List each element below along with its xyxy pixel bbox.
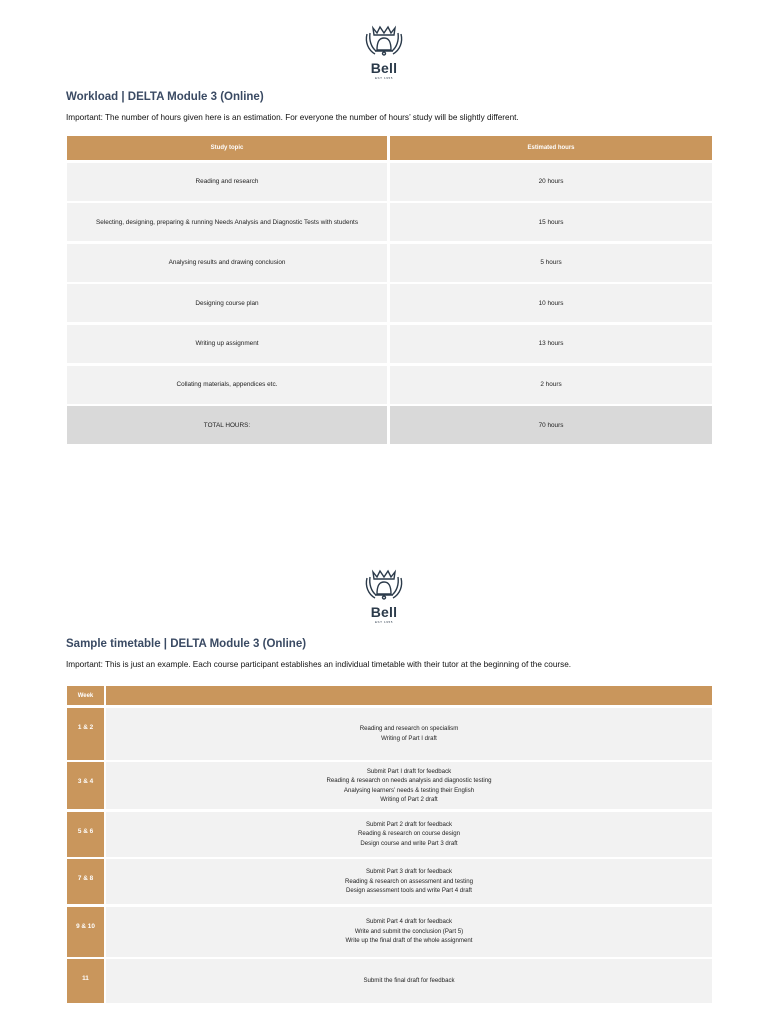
timetable-table — [67, 686, 712, 1003]
bell-crest-icon — [359, 22, 409, 62]
week-cell: 3 & 4 — [67, 762, 104, 809]
bell-crest-icon — [359, 566, 409, 606]
row-topic: Reading and research — [67, 163, 387, 201]
bell-logo — [359, 22, 409, 80]
activity-line: Write and submit the conclusion (Part 5) — [354, 927, 464, 935]
week-cell: 7 & 8 — [67, 859, 104, 904]
activity-line: Submit Part 3 draft for feedback — [365, 868, 453, 876]
activity-line: Design course and write Part 3 draft — [360, 839, 458, 847]
logo-tagline: EST 1955 — [374, 76, 394, 80]
table-row — [67, 163, 712, 201]
row-topic: Selecting, designing, preparing & running Needs Analysis and Diagnostic Tests with students — [67, 203, 387, 241]
activities-cell — [106, 907, 712, 957]
activities-cell — [106, 859, 712, 904]
week-cell: 11 — [67, 959, 104, 1003]
table-row — [67, 325, 712, 363]
activities-cell — [106, 762, 712, 809]
logo-wordmark: Bell — [370, 60, 398, 76]
week-cell: 9 & 10 — [67, 907, 104, 957]
row-hours: 2 hours — [390, 366, 712, 404]
row-hours: 15 hours — [390, 203, 712, 241]
row-hours: 20 hours — [390, 163, 712, 201]
total-hours: 70 hours — [390, 406, 712, 444]
workload-table-header — [67, 136, 712, 160]
timetable-header — [67, 686, 712, 705]
activity-line: Writing of Part I draft — [381, 734, 437, 742]
table-row — [67, 907, 712, 957]
table-row — [67, 859, 712, 904]
week-cell: 5 & 6 — [67, 812, 104, 857]
table-row — [67, 959, 712, 1003]
row-hours: 5 hours — [390, 244, 712, 282]
table-row — [67, 284, 712, 322]
activity-line: Writing of Part 2 draft — [380, 795, 438, 803]
activity-line: Reading & research on assessment and testing — [344, 877, 474, 885]
total-row — [67, 406, 712, 444]
table-row — [67, 366, 712, 404]
header-content — [106, 686, 712, 705]
activity-line: Analysing learners’ needs & testing their English — [343, 786, 475, 794]
activity-line: Submit the final draft for feedback — [363, 977, 455, 985]
logo-tagline: EST 1955 — [374, 620, 394, 624]
row-hours: 10 hours — [390, 284, 712, 322]
total-label: TOTAL HOURS: — [67, 406, 387, 444]
table-row — [67, 812, 712, 857]
row-topic: Collating materials, appendices etc. — [67, 366, 387, 404]
activity-line: Reading and research on specialism — [359, 725, 459, 733]
header-week: Week — [67, 686, 104, 705]
workload-table — [67, 136, 712, 444]
activity-line: Reading & research on course design — [358, 830, 460, 838]
activity-line: Design assessment tools and write Part 4 draft — [346, 887, 472, 895]
activities-cell — [106, 812, 712, 857]
row-topic: Analysing results and drawing conclusion — [67, 244, 387, 282]
table-row — [67, 708, 712, 760]
row-topic: Designing course plan — [67, 284, 387, 322]
table-row — [67, 203, 712, 241]
week-cell: 1 & 2 — [67, 708, 104, 760]
row-hours: 13 hours — [390, 325, 712, 363]
activity-line: Submit Part 2 draft for feedback — [365, 820, 453, 828]
activity-line: Submit Part 4 draft for feedback — [365, 918, 453, 926]
activities-cell — [106, 959, 712, 1003]
timetable-note: Important: This is just an example. Each course participant establishes an individual timetable with their tutor at the beginning of the course. — [66, 660, 572, 669]
logo-wordmark: Bell — [370, 604, 398, 620]
activities-cell — [106, 708, 712, 760]
bell-logo — [359, 566, 409, 624]
workload-title: Workload | DELTA Module 3 (Online) — [66, 91, 264, 103]
header-estimated-hours: Estimated hours — [390, 136, 712, 160]
table-row — [67, 244, 712, 282]
activity-line: Submit Part I draft for feedback — [366, 767, 452, 775]
header-study-topic: Study topic — [67, 136, 387, 160]
table-row — [67, 762, 712, 809]
row-topic: Writing up assignment — [67, 325, 387, 363]
activity-line: Reading & research on needs analysis and diagnostic testing — [326, 777, 492, 785]
timetable-title: Sample timetable | DELTA Module 3 (Online) — [66, 638, 307, 650]
activity-line: Write up the final draft of the whole assignment — [345, 937, 473, 945]
workload-note: Important: The number of hours given here is an estimation. For everyone the number of hours’ study will be slightly different. — [66, 113, 519, 122]
